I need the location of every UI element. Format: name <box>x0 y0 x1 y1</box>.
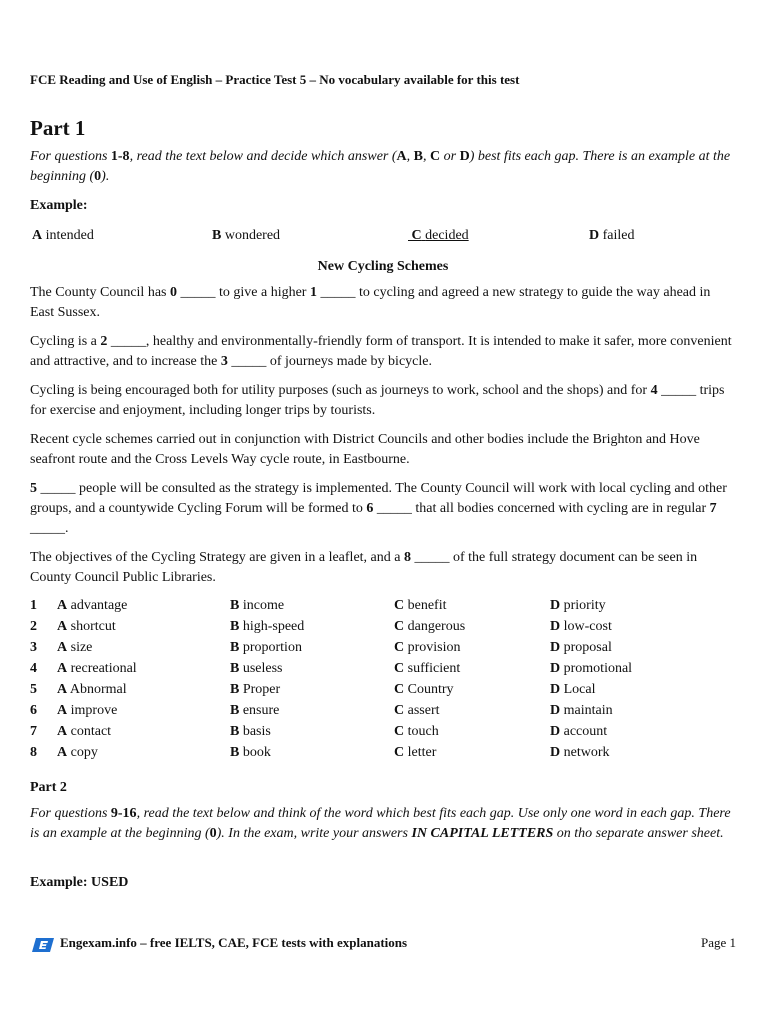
answer-row: 7 A contact B basis C touch D account <box>30 724 608 739</box>
part2-title: Part 2 <box>30 780 67 795</box>
paragraph-4: Recent cycle schemes carried out in conjunction with District Councils and other bodies include the Brighton and Hove seafront route and the Cross Levels Way cycle route, in Eastbourne. <box>30 432 700 467</box>
paragraph-1: The County Council has 0 _____ to give a higher 1 _____ to cycling and agreed a new strategy to guide the way ahead in East Sussex. <box>30 285 711 320</box>
example-option-b: B wondered <box>212 228 281 243</box>
paragraph-3: Cycling is being encouraged both for utility purposes (such as journeys to work, school and the shops) and for 4 _____ trips for exercise and enjoyment, including longer trips by tourists. <box>30 383 725 418</box>
engexam-logo-icon <box>32 938 54 952</box>
answer-row: 5 A Abnormal B Proper C Country D Local <box>30 682 596 697</box>
answer-row: 8 A copy B book C letter D network <box>30 745 610 760</box>
answer-row: 2 A shortcut B high-speed C dangerous D low-cost <box>30 619 612 634</box>
example-option-a: A intended <box>32 228 94 243</box>
footer-site-text: Engexam.info – free IELTS, CAE, FCE tests with explanations <box>60 935 408 950</box>
part1-instructions: For questions 1-8, read the text below and decide which answer (A, B, C or D) best fits each gap. There is an example at the beginning (0). <box>30 149 731 184</box>
document-header: FCE Reading and Use of English – Practice Test 5 – No vocabulary available for this test <box>30 72 520 87</box>
paragraph-5: 5 _____ people will be consulted as the strategy is implemented. The County Council will work with local cycling and other groups, and a countywide Cycling Forum will be formed to 6 _____ that all bodies concerned with cycling are in regular 7 _____. <box>30 481 727 536</box>
answer-row: 4 A recreational B useless C sufficient D promotional <box>30 661 633 676</box>
paragraph-6: The objectives of the Cycling Strategy are given in a leaflet, and a 8 _____ of the full strategy document can be seen in County Council Public Libraries. <box>30 550 698 585</box>
answer-row: 6 A improve B ensure C assert D maintain <box>30 703 613 718</box>
answer-row: 1 A advantage B income C benefit D priority <box>30 598 606 613</box>
part2-example: Example: USED <box>30 875 129 890</box>
example-option-d: D failed <box>589 228 635 243</box>
page-number: Page 1 <box>700 935 736 950</box>
document-page <box>30 0 736 1024</box>
part1-title: Part 1 <box>30 116 86 140</box>
answer-row: 3 A size B proportion C provision D proposal <box>30 640 612 655</box>
part2-instructions: For questions 9-16, read the text below and think of the word which best fits each gap. Use only one word in each gap. There is an example at the beginning (0). In the exam, write your answers IN CAPITAL LETTERS on tho separate answer sheet. <box>30 806 731 841</box>
example-option-c-answer: C decided <box>411 228 469 243</box>
paragraph-2: Cycling is a 2 _____, healthy and environmentally-friendly form of transport. It is intended to make it safer, more convenient and attractive, and to increase the 3 _____ of journeys made by bicycle. <box>30 334 732 369</box>
example-options <box>30 228 736 248</box>
text-title: New Cycling Schemes <box>317 259 449 274</box>
example-label: Example: <box>30 198 88 213</box>
answer-options-table <box>30 598 736 766</box>
page-footer <box>30 935 736 955</box>
